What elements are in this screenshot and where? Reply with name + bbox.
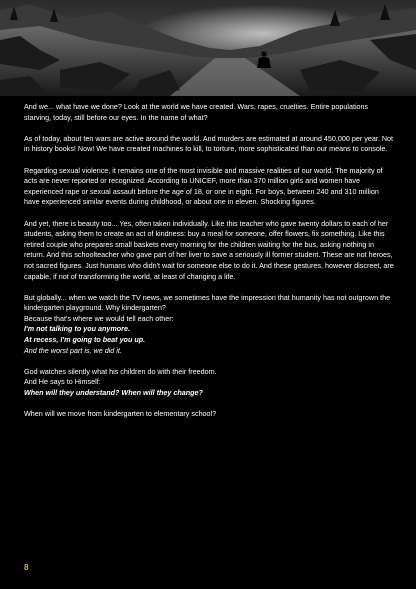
paragraph-6-line-2: And He says to Himself: — [24, 377, 101, 387]
paragraph-5-line-2: Because that's where we would tell each other: — [24, 313, 174, 323]
paragraph-1: And we... what have we done? Look at the world we have created. Wars, rapes, cruelties. Entire populations starving, today, still before our eyes. In the name of what? — [24, 102, 369, 122]
page-number: 8 — [24, 563, 29, 572]
paragraph-2: As of today, about ten wars are active around the world. And murders are estimated at around 450,000 per year. Not in history books! Now! We have created machines to kill, to torture, more sophisticated than our means to console. — [24, 133, 394, 154]
paragraph-5-line-1: But globally... when we watch the TV news, we sometimes have the impression that humanity has not outgrown the kindergarten playground. Why kindergarten? — [24, 292, 391, 313]
paragraph-6-line-1: God watches silently what his children do with their freedom. — [24, 366, 217, 376]
quote-not-talking: I'm not talking to you anymore. — [24, 324, 130, 334]
quote-when-understand: When will they understand? When will they change? — [24, 388, 203, 398]
body-text — [24, 102, 396, 430]
quote-beat-you-up: At recess, I'm going to beat you up. — [24, 335, 146, 345]
paragraph-7: When will we move from kindergarten to elementary school? — [24, 409, 217, 419]
paragraph-3: Regarding sexual violence, it remains one of the most invisible and massive realities of our world. The majority of acts are never reported or recognized. According to UNICEF, more than 370 million girls and women have experienced rape or sexual assault before the age of 18, or one in eight. For boys, between 240 and 310 million have experienced similar events during childhood, or about one in eleven. Shocking figures. — [24, 165, 383, 207]
worst-part-line: And the worst part is, we did it. — [24, 345, 122, 355]
dark-landscape-image — [0, 0, 416, 96]
paragraph-5 — [24, 293, 396, 357]
paragraph-4: And yet, there is beauty too... Yes, often taken individually. Like this teacher who gave twenty dollars to each of her students, asking them to create an act of kindness: buy a meal for someone, offer flowers, fix something. Like this retired couple who prepares small baskets every morning for the children waiting for the bus, asking nothing in return. And this schoolteacher who gave part of her liver to save a seriously ill former student. These are not heroes, not sacred figures. Just humans who didn't wait for someone else to do it. And these gestures, however discreet, are capable, if not of transforming the world, at least of changing a life. — [24, 218, 394, 281]
header-illustration — [0, 0, 416, 96]
paragraph-6 — [24, 367, 396, 399]
